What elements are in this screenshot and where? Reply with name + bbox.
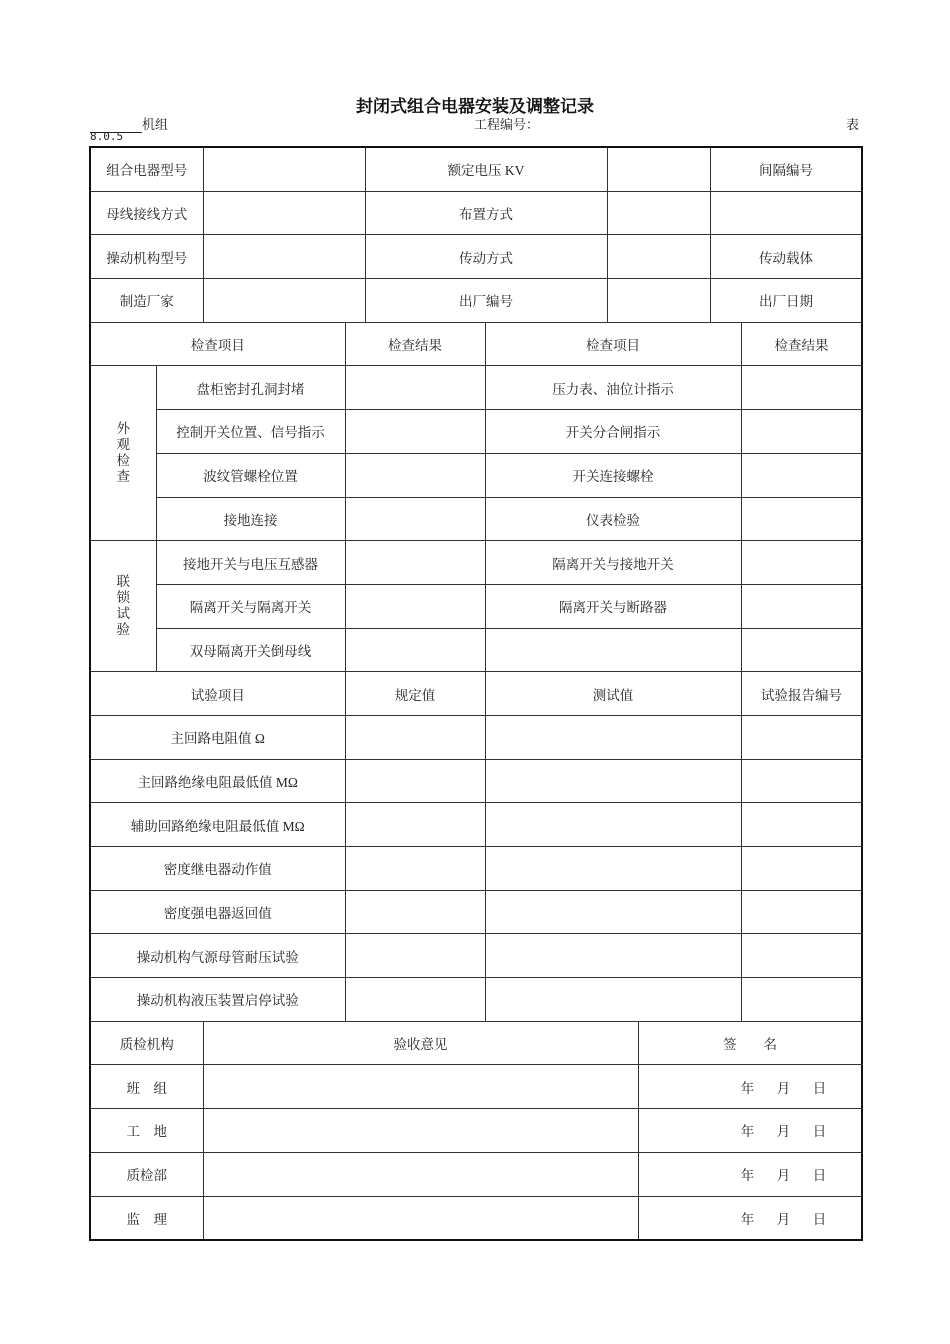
opinion-header: 验收意见 (203, 1021, 638, 1065)
appearance-result[interactable] (345, 497, 485, 541)
table-label: 表 (846, 117, 860, 132)
transmission-label: 传动方式 (365, 235, 607, 279)
test-row (90, 847, 862, 891)
month-label: 月 (776, 1168, 791, 1184)
report-no[interactable] (741, 759, 862, 803)
measured-value[interactable] (485, 978, 741, 1022)
busbar-value[interactable] (203, 191, 365, 235)
check-result-header-2: 检查结果 (741, 322, 862, 366)
month-label: 月 (776, 1080, 791, 1096)
year-label: 年 (740, 1168, 755, 1184)
appearance-item: 波纹管螺栓位置 (156, 453, 345, 497)
interlock-result[interactable] (345, 541, 485, 585)
org-name: 监 理 (90, 1196, 203, 1240)
opinion-field[interactable] (203, 1152, 638, 1196)
info-row (90, 235, 862, 279)
day-label: 日 (812, 1124, 827, 1140)
test-row (90, 890, 862, 934)
check-result-header-1: 检查结果 (345, 322, 485, 366)
measured-value[interactable] (485, 759, 741, 803)
appearance-item: 控制开关位置、信号指示 (156, 410, 345, 454)
layout-label: 布置方式 (365, 191, 607, 235)
org-name: 班 组 (90, 1065, 203, 1109)
interlock-result[interactable] (345, 584, 485, 628)
test-item: 主回路绝缘电阻最低值 MΩ (90, 759, 345, 803)
signature-date-field[interactable] (638, 1109, 862, 1153)
check-header-row (90, 322, 862, 366)
mechanism-model-label: 操动机构型号 (90, 235, 203, 279)
appearance-result[interactable] (741, 366, 862, 410)
org-header: 质检机构 (90, 1021, 203, 1065)
day-label: 日 (812, 1080, 827, 1096)
appearance-result[interactable] (741, 497, 862, 541)
manufacturer-label: 制造厂家 (90, 279, 203, 323)
appearance-result[interactable] (741, 410, 862, 454)
report-no[interactable] (741, 934, 862, 978)
signoff-row (90, 1196, 862, 1240)
interlock-result[interactable] (741, 628, 862, 672)
appearance-item: 开关连接螺栓 (485, 453, 741, 497)
appearance-item: 接地连接 (156, 497, 345, 541)
appearance-result[interactable] (345, 366, 485, 410)
interlock-item: 双母隔离开关倒母线 (156, 628, 345, 672)
interlock-result[interactable] (345, 628, 485, 672)
test-item: 操动机构液压装置启停试验 (90, 978, 345, 1022)
year-label: 年 (740, 1211, 755, 1227)
interlock-item: 隔离开关与断路器 (485, 584, 741, 628)
interlock-row (90, 584, 862, 628)
signoff-row (90, 1109, 862, 1153)
test-item: 辅助回路绝缘电阻最低值 MΩ (90, 803, 345, 847)
unit-suffix: 机组 (142, 117, 169, 132)
test-row (90, 759, 862, 803)
appearance-group-label (90, 366, 156, 541)
interlock-item: 接地开关与电压互感器 (156, 541, 345, 585)
measured-value[interactable] (485, 803, 741, 847)
appearance-row (90, 410, 862, 454)
measured-value[interactable] (485, 890, 741, 934)
signature-date-field[interactable] (638, 1152, 862, 1196)
interlock-result[interactable] (741, 541, 862, 585)
busbar-label: 母线接线方式 (90, 191, 203, 235)
check-item-header-1: 检查项目 (90, 322, 345, 366)
year-label: 年 (740, 1124, 755, 1140)
signoff-row (90, 1065, 862, 1109)
report-no[interactable] (741, 847, 862, 891)
measured-value[interactable] (485, 847, 741, 891)
appearance-item: 开关分合闸指示 (485, 410, 741, 454)
layout-value[interactable] (607, 191, 710, 235)
test-item-header: 试验项目 (90, 672, 345, 716)
info-row (90, 191, 862, 235)
appearance-result[interactable] (741, 453, 862, 497)
report-no[interactable] (741, 890, 862, 934)
interlock-row (90, 541, 862, 585)
day-label: 日 (812, 1211, 827, 1227)
info-row (90, 279, 862, 323)
appearance-row (90, 453, 862, 497)
signoff-row (90, 1152, 862, 1196)
specified-value[interactable] (345, 890, 485, 934)
specified-value[interactable] (345, 715, 485, 759)
specified-value[interactable] (345, 978, 485, 1022)
page-title: 封闭式组合电器安装及调整记录 (356, 97, 594, 117)
interlock-result[interactable] (741, 584, 862, 628)
report-no[interactable] (741, 715, 862, 759)
year-label: 年 (740, 1080, 755, 1096)
appearance-result[interactable] (345, 410, 485, 454)
test-header-row (90, 672, 862, 716)
mechanism-model-value[interactable] (203, 235, 365, 279)
specified-value[interactable] (345, 759, 485, 803)
check-item-header-2: 检查项目 (485, 322, 741, 366)
interlock-group-label (90, 541, 156, 672)
record-table (89, 146, 863, 1241)
specified-value-header: 规定值 (345, 672, 485, 716)
opinion-field[interactable] (203, 1196, 638, 1240)
appearance-row (90, 497, 862, 541)
opinion-field[interactable] (203, 1109, 638, 1153)
model-label: 组合电器型号 (90, 147, 203, 191)
signature-date-field[interactable] (638, 1196, 862, 1240)
signature-header: 签 名 (638, 1021, 862, 1065)
interlock-item (485, 628, 741, 672)
specified-value[interactable] (345, 934, 485, 978)
info-row (90, 147, 862, 191)
serial-no-label: 出厂编号 (365, 279, 607, 323)
specified-value[interactable] (345, 803, 485, 847)
measured-value-header: 测试值 (485, 672, 741, 716)
test-row (90, 715, 862, 759)
report-no[interactable] (741, 978, 862, 1022)
bay-no-label: 间隔编号 (710, 147, 862, 191)
table-code: 8.0.5 (90, 130, 124, 143)
specified-value[interactable] (345, 847, 485, 891)
measured-value[interactable] (485, 715, 741, 759)
interlock-item: 隔离开关与接地开关 (485, 541, 741, 585)
project-no-label: 工程编号： (474, 117, 540, 132)
month-label: 月 (776, 1124, 791, 1140)
interlock-group-text: 联锁试验 (116, 574, 130, 638)
month-label: 月 (776, 1211, 791, 1227)
signature-date-field[interactable] (638, 1065, 862, 1109)
test-row (90, 978, 862, 1022)
test-item: 操动机构气源母管耐压试验 (90, 934, 345, 978)
test-item: 主回路电阻值 Ω (90, 715, 345, 759)
appearance-row (90, 366, 862, 410)
interlock-row (90, 628, 862, 672)
appearance-item: 仪表检验 (485, 497, 741, 541)
org-name: 质检部 (90, 1152, 203, 1196)
report-no[interactable] (741, 803, 862, 847)
org-name: 工 地 (90, 1109, 203, 1153)
manufacturer-value[interactable] (203, 279, 365, 323)
serial-no-value[interactable] (607, 279, 710, 323)
rated-voltage-label: 额定电压 KV (365, 147, 607, 191)
test-item: 密度继电器动作值 (90, 847, 345, 891)
empty-label-cell (710, 191, 862, 235)
appearance-item: 盘柜密封孔洞封堵 (156, 366, 345, 410)
test-row (90, 934, 862, 978)
signoff-header-row (90, 1021, 862, 1065)
test-row (90, 803, 862, 847)
appearance-item: 压力表、油位计指示 (485, 366, 741, 410)
manufacture-date-label: 出厂日期 (710, 279, 862, 323)
transmission-value[interactable] (607, 235, 710, 279)
model-value[interactable] (203, 147, 365, 191)
measured-value[interactable] (485, 934, 741, 978)
opinion-field[interactable] (203, 1065, 638, 1109)
rated-voltage-value[interactable] (607, 147, 710, 191)
appearance-result[interactable] (345, 453, 485, 497)
appearance-group-text: 外观检查 (116, 421, 130, 485)
day-label: 日 (812, 1168, 827, 1184)
transmission-carrier-label: 传动载体 (710, 235, 862, 279)
test-item: 密度强电器返回值 (90, 890, 345, 934)
report-no-header: 试验报告编号 (741, 672, 862, 716)
interlock-item: 隔离开关与隔离开关 (156, 584, 345, 628)
